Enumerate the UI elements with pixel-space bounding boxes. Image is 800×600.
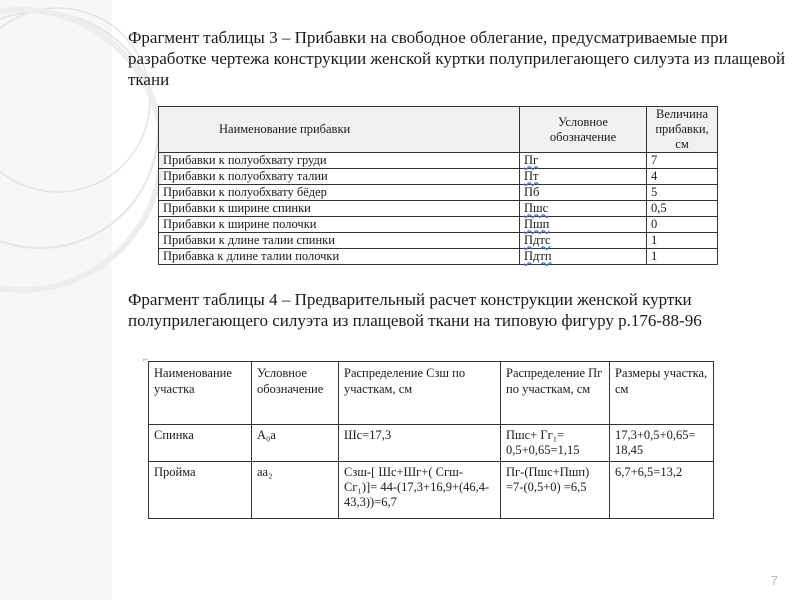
allowance-value: 1 [647,233,718,249]
table4-heading: Фрагмент таблицы 4 – Предварительный расчет конструкции женской куртки полуприлегающего силуэта из плащевой ткани на типовую фигуру р.176-88-96 [128,290,702,330]
allowance-name: Прибавки к длине талии спинки [159,233,520,249]
allowance-name: Прибавка к длине талии полочки [159,249,520,265]
allowance-value: 1 [647,249,718,265]
section-symbol: аа₂ [252,462,339,519]
column-header: Размеры участка, см [610,362,714,425]
table-row [149,425,714,462]
allowances-table [158,106,718,265]
table-anchor-icon: ⌐ [143,354,149,364]
table-row [159,249,718,265]
allowance-symbol: Пт [520,169,647,185]
allowance-symbol: Пдтп [520,249,647,265]
section-name: Спинка [149,425,252,462]
table-row [159,217,718,233]
allowance-name: Прибавки к полуобхвату бёдер [159,185,520,201]
allowance-value: 4 [647,169,718,185]
column-header: Условное обозначение [520,107,647,153]
allowance-value: 0 [647,217,718,233]
table-row [159,153,718,169]
szsh-distribution: Шс=17,3 [339,425,501,462]
table3-heading: Фрагмент таблицы 3 – Прибавки на свободное облегание, предусматриваемые при разработке чертежа конструкции женской куртки полуприлегающего силуэта из плащевой ткани [128,28,786,89]
section-size: 6,7+6,5=13,2 [610,462,714,519]
pg-distribution: Пг-(Пшс+Пшп) =7-(0,5+0) =6,5 [501,462,610,519]
table-row [149,462,714,519]
column-header: Наименование прибавки [159,107,520,153]
allowance-name: Прибавки к ширине спинки [159,201,520,217]
table-row [159,233,718,249]
column-header: Распределение Сзш по участкам, см [339,362,501,425]
table-row [159,169,718,185]
construction-calc-table [148,361,714,519]
page-number: 7 [770,573,778,588]
column-header: Распределение Пг по участкам, см [501,362,610,425]
allowance-value: 5 [647,185,718,201]
section-name: Пройма [149,462,252,519]
section-size: 17,3+0,5+0,65= 18,45 [610,425,714,462]
allowance-symbol: Пшс [520,201,647,217]
allowance-symbol: Пб [520,185,647,201]
szsh-distribution: Сзш-[ Шс+Шг+( Сгш- Сг₁)]= 44-(17,3+16,9+(46,4-43,3))=6,7 [339,462,501,519]
allowance-name: Прибавки к полуобхвату груди [159,153,520,169]
allowance-value: 0,5 [647,201,718,217]
allowance-value: 7 [647,153,718,169]
section-symbol: А₀а [252,425,339,462]
allowance-name: Прибавки к полуобхвату талии [159,169,520,185]
allowance-symbol: Пг [520,153,647,169]
column-header: Величина прибавки, см [647,107,718,153]
allowance-symbol: Пшп [520,217,647,233]
column-header: Условное обозначение [252,362,339,425]
pg-distribution: Пшс+ Гг₁= 0,5+0,65=1,15 [501,425,610,462]
column-header: Наименование участка [149,362,252,425]
allowance-symbol: Пдтс [520,233,647,249]
table-row [159,185,718,201]
allowance-name: Прибавки к ширине полочки [159,217,520,233]
table-row [159,201,718,217]
